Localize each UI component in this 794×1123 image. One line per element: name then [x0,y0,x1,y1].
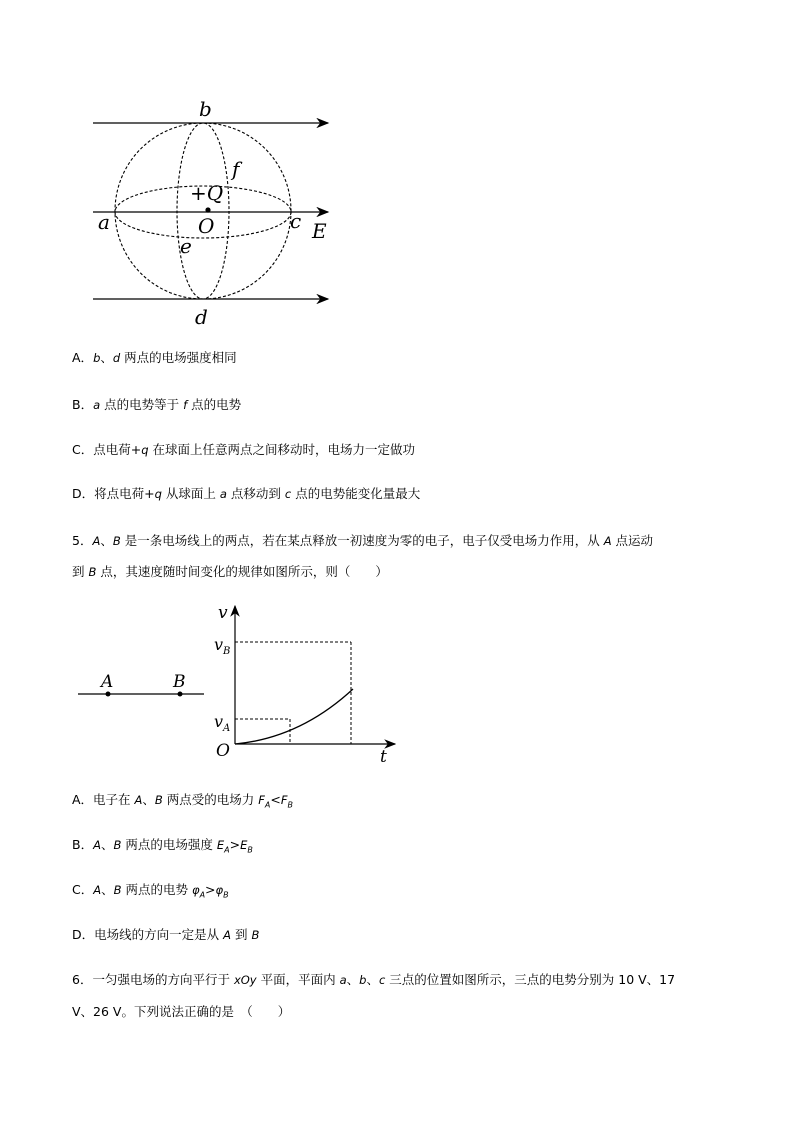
vb-label: $v_B$ [214,635,231,657]
label-plus-q: +Q [190,181,224,205]
label-c: c [290,209,302,233]
v-axis-label: v [218,603,228,623]
center-charge-dot [205,207,210,212]
point-a-dot [106,692,111,697]
va-label: $v_A$ [214,712,231,734]
q4-option-b: B．a 点的电势等于 f 点的电势 [72,397,242,412]
label-o: O [198,214,215,238]
q5-stem-line1: 5．A、B 是一条电场线上的两点，若在某点释放一初速度为零的电子，电子仅受电场力作用，从 A 点运动 [72,533,654,548]
point-a-label: A [101,672,114,692]
q5-option-b: B．A、B 两点的电场强度 $E_A>E_B$ [72,837,253,855]
q5-stem-line2: 到 B 点，其速度随时间变化的规律如图所示，则（ ） [72,564,388,579]
origin-label: O [216,741,230,761]
label-e-point: e [180,234,192,258]
q6-stem-line1: 6．一匀强电场的方向平行于 xOy 平面，平面内 a、b、c 三点的位置如图所示，三点的电势分别为 10 V、17 [72,972,676,987]
label-d: d [195,305,208,329]
sphere-field-figure [80,90,350,330]
label-a: a [98,210,110,234]
vertical-great-circle [177,123,229,299]
q6-stem-line2: V、26 V。下列说法正确的是 （ ） [72,1004,291,1019]
t-axis-label: t [380,747,387,767]
sphere-outline [115,123,291,299]
velocity-curve-upper [289,643,354,720]
point-b-label: B [173,672,186,692]
velocity-curve [235,689,353,744]
q4-option-d: D．将点电荷+q 从球面上 a 点移动到 c 点的电势能变化量最大 [72,486,421,501]
q5-option-c: C．A、B 两点的电势 $\varphi_A>\varphi_B$ [72,882,229,900]
q5-option-d: D．电场线的方向一定是从 A 到 B [72,927,260,942]
label-field-e: E [312,219,327,243]
q5-option-a: A．电子在 A、B 两点受的电场力 $F_A<F_B$ [72,792,293,810]
q4-option-a: A．b、d 两点的电场强度相同 [72,350,237,365]
label-b: b [199,97,212,121]
q4-option-c: C．点电荷+q 在球面上任意两点之间移动时，电场力一定做功 [72,442,416,457]
point-b-dot [178,692,183,697]
velocity-time-figure [70,598,400,768]
label-f: f [232,157,240,181]
